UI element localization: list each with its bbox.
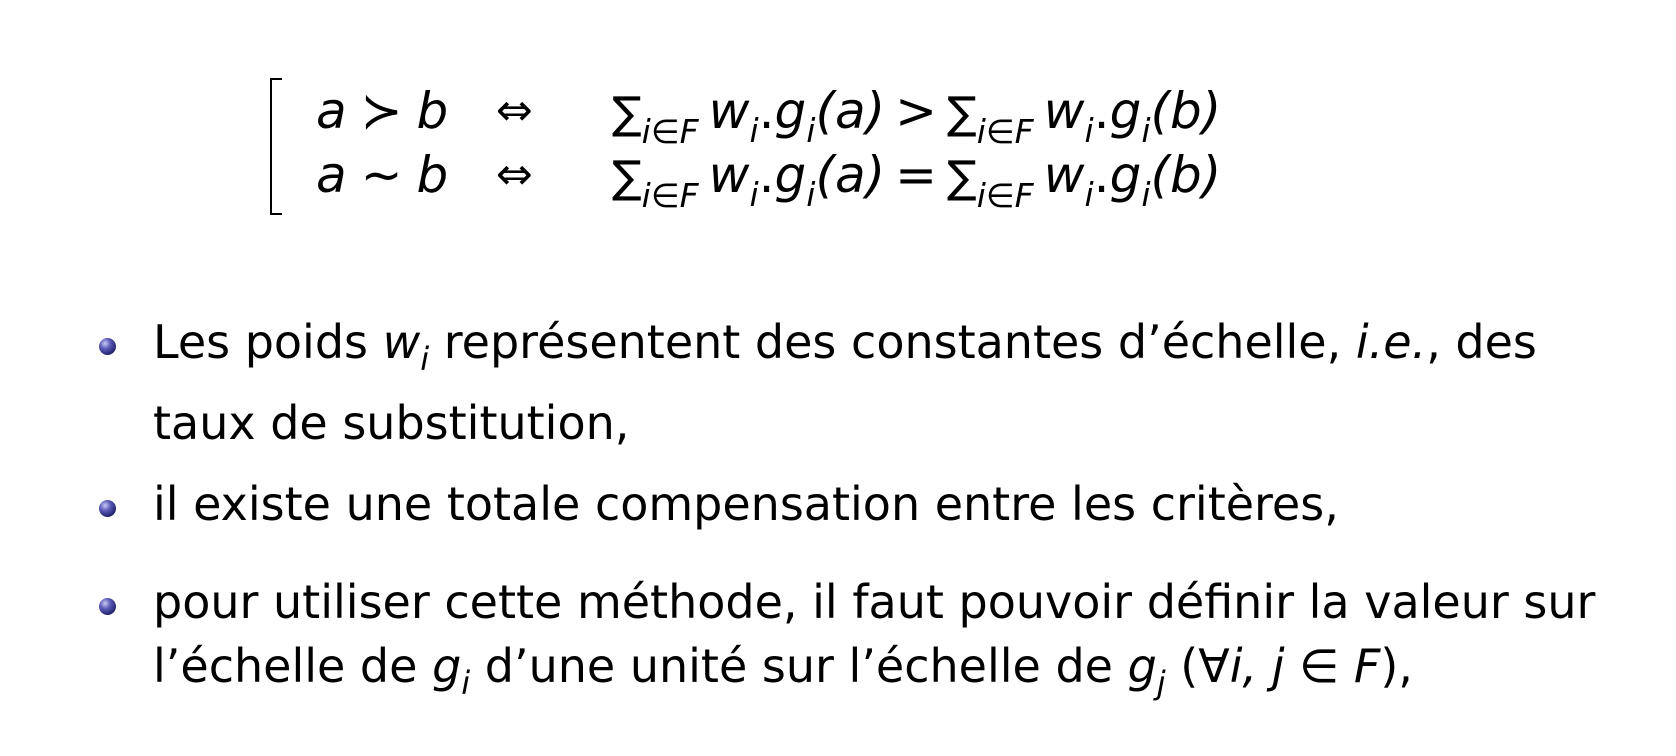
equivalence-symbol: ⇔ (496, 149, 533, 200)
bullet-text (153, 472, 1653, 536)
bullet-dot-icon (99, 500, 116, 517)
bullet-text (153, 570, 1653, 715)
left-bracket (270, 78, 282, 215)
bullet-text (153, 310, 1653, 455)
formula-rhs: $\sum_{i\in F}$ $w_i.g_i(a) > \sum_{i\in F}$ $w_i.g_i(b)$ (612, 82, 1222, 151)
formula-rhs: $\sum_{i\in F}$ $w_i.g_i(a) = \sum_{i\in F}$ $w_i.g_i(b)$ (612, 146, 1222, 215)
formula-lhs: a ≻ b (316, 82, 449, 140)
bullet-line: Les poids $w_i$ représentent des constantes d’échelle, i.e., des (153, 315, 1537, 379)
formula-lhs: a ∼ b (316, 146, 449, 204)
bullet-line: pour utiliser cette méthode, il faut pouvoir définir la valeur sur (153, 575, 1596, 629)
bullet-dot-icon (99, 598, 116, 615)
equivalence-symbol: ⇔ (496, 85, 533, 136)
bullet-dot-icon (99, 338, 116, 355)
bullet-line: l’échelle de $g_i$ d’une unité sur l’échelle de $g_j$ (∀i, j ∈ F), (153, 639, 1413, 703)
bullet-line: il existe une totale compensation entre les critères, (153, 477, 1339, 531)
bullet-line: taux de substitution, (153, 396, 630, 451)
